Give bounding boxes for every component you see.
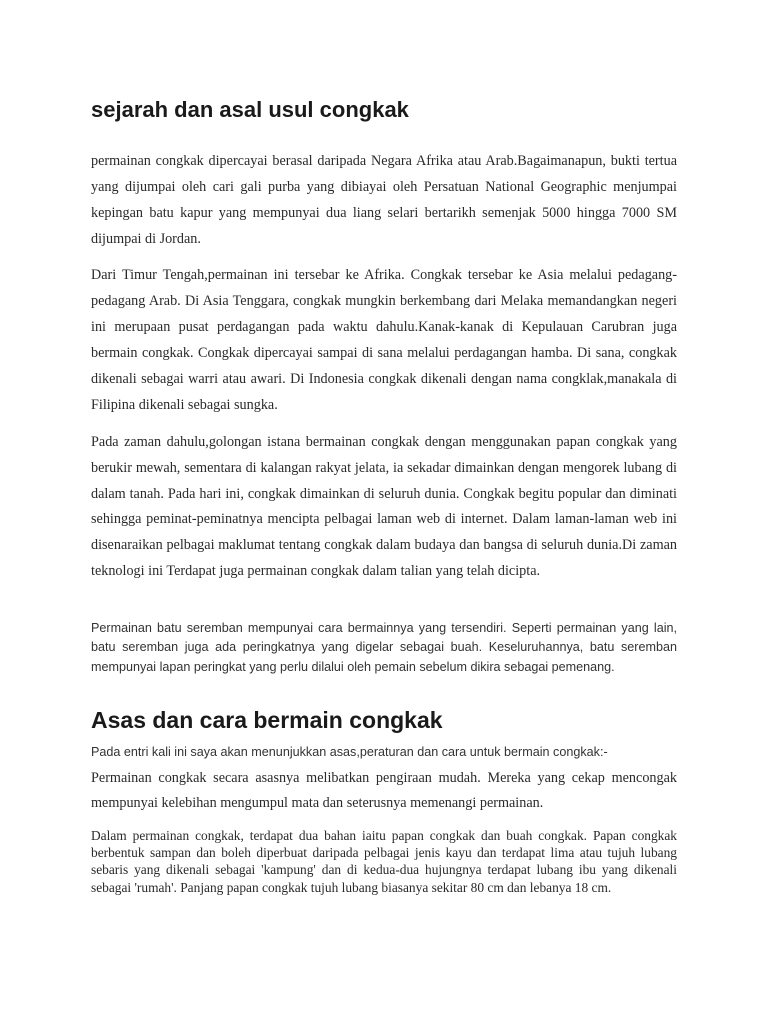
section-title-history: sejarah dan asal usul congkak <box>91 97 409 122</box>
paragraph-materials: Dalam permainan congkak, terdapat dua bahan iaitu papan congkak dan buah congkak. Papan congkak berbentuk sampan dan boleh diperbuat daripada pelbagai jenis kayu dan terdapat lima atau tujuh lubang sebaris yang dikenali sebagai 'kampung' dan di kedua-dua hujungnya terdapat lubang ibu yang dikenali sebagai 'rumah'. Panjang papan congkak tujuh lubang biasanya sekitar 80 cm dan lebanya 18 cm. <box>91 828 677 895</box>
paragraph-basics: Permainan congkak secara asasnya melibatkan pengiraan mudah. Mereka yang cekap mencongak mempunyai kelebihan mengumpul mata dan seterusnya memenangi permainan. <box>91 770 677 811</box>
paragraph-spread: Dari Timur Tengah,permainan ini tersebar ke Afrika. Congkak tersebar ke Asia melalui pedagang-pedagang Arab. Di Asia Tenggara, congkak mungkin berkembang dari Melaka memandangkan negeri ini merupaan pusat perdagangan pada waktu dahulu.Kanak-kanak di Kepulauan Carubran juga bermain congkak. Congkak dipercayai sampai di sana melalui perdagangan hamba. Di sana, congkak dikenali sebagai warri atau awari. Di Indonesia congkak dikenali dengan nama congklak,manakala di Filipina dikenali sebagai sungka. <box>91 267 677 413</box>
paragraph-batu-seremban: Permainan batu seremban mempunyai cara bermainnya yang tersendiri. Seperti permainan yang lain, batu seremban juga ada peringkatnya yang digelar sebagai buah. Keseluruhannya, batu seremban mempunyai lapan peringkat yang perlu dilalui oleh pemain sebelum dikira sebagai pemenang. <box>91 621 677 674</box>
paragraph-past-and-present: Pada zaman dahulu,golongan istana bermainan congkak dengan menggunakan papan congkak yang berukir mewah, sementara di kalangan rakyat jelata, ia sekadar dimainkan dengan mengorek lubang di dalam tanah. Pada hari ini, congkak dimainkan di seluruh dunia. Congkak begitu popular dan diminati sehingga peminat-peminatnya mencipta pelbagai laman web di internet. Dalam laman-laman web ini disenaraikan pelbagai maklumat tentang congkak dalam budaya dan bangsa di seluruh dunia.Di zaman teknologi ini Terdapat juga permainan congkak dalam talian yang telah dicipta. <box>91 434 677 579</box>
paragraph-origin: permainan congkak dipercayai berasal daripada Negara Afrika atau Arab.Bagaimanapun, bukti tertua yang dijumpai oleh cari gali purba yang dibiayai oleh Persatuan National Geographic menjumpai kepingan batu kapur yang mempunyai dua liang selari bertarikh semenjak 5000 hingga 7000 SM dijumpai di Jordan. <box>91 153 677 247</box>
section-title-how-to-play: Asas dan cara bermain congkak <box>91 707 443 733</box>
paragraph-intro: Pada entri kali ini saya akan menunjukkan asas,peraturan dan cara untuk bermain congkak:- <box>91 745 608 759</box>
